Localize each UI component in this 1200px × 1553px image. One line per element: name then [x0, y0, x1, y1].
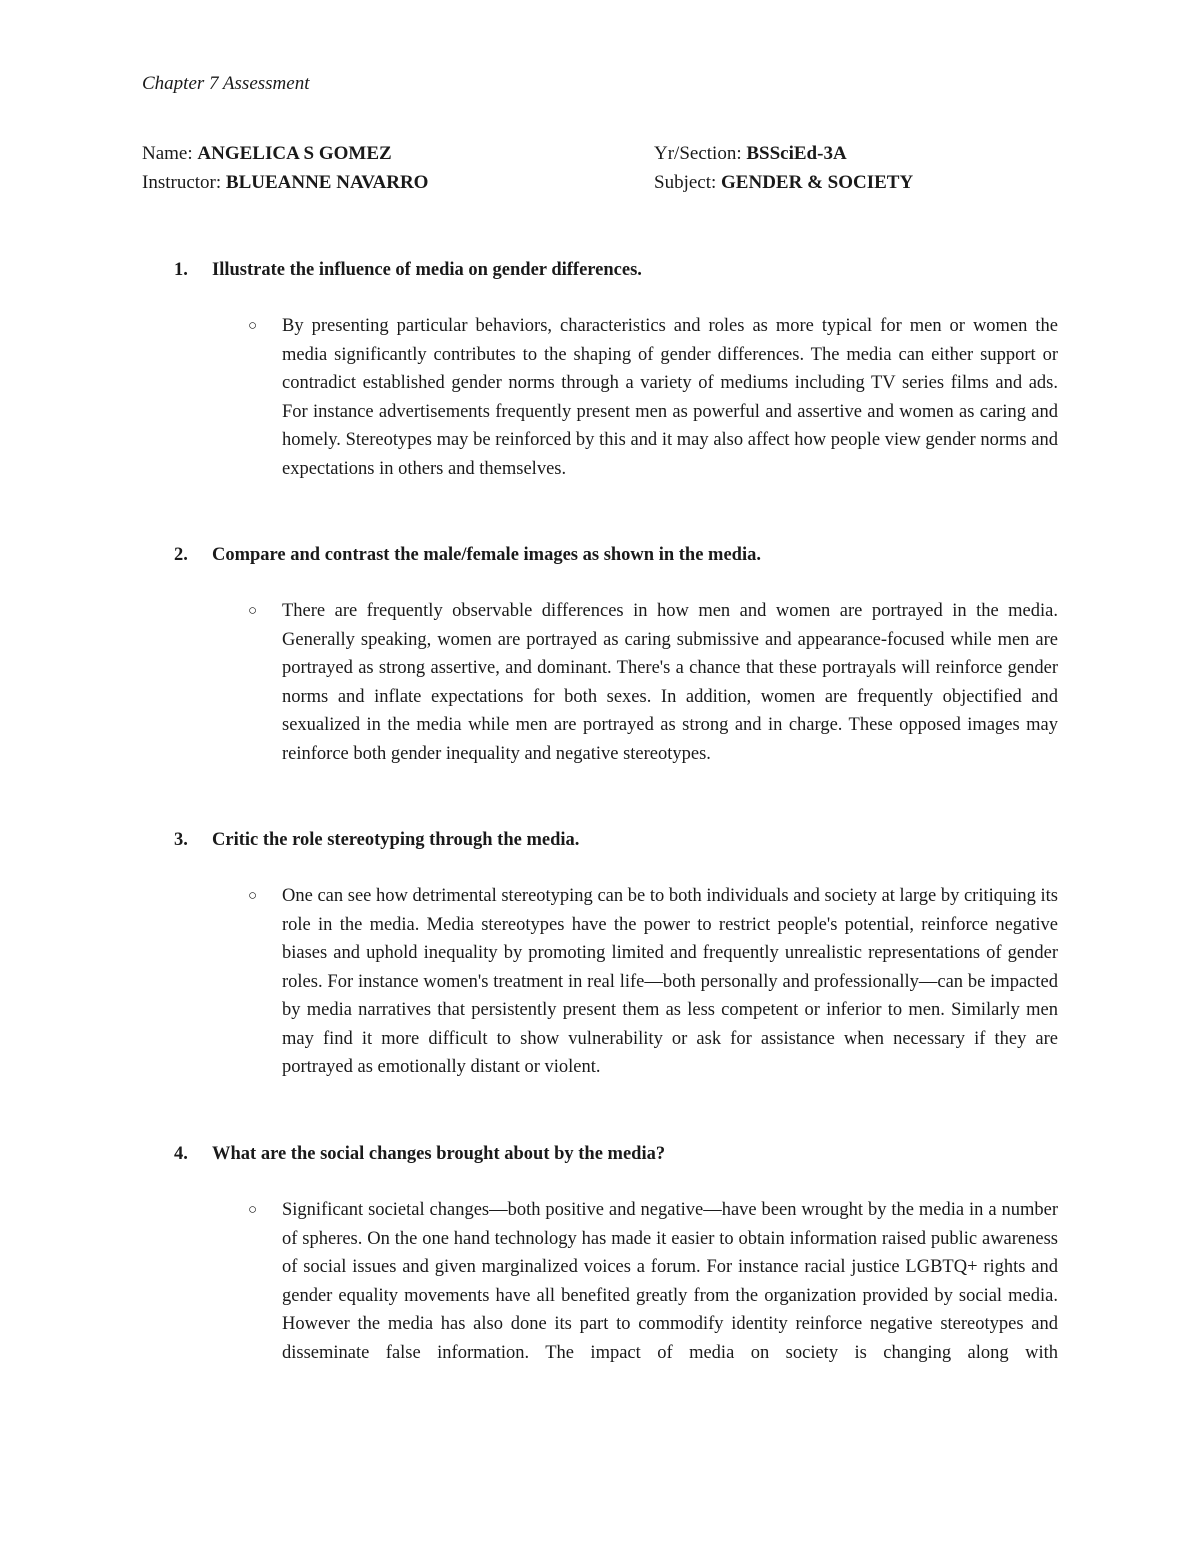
document-title: Chapter 7 Assessment: [142, 73, 310, 94]
name-value: ANGELICA S GOMEZ: [197, 143, 392, 164]
section-label: Yr/Section:: [654, 143, 747, 164]
answer-4: Significant societal changes—both positive and negative—have been wrought by the media in a number of spheres. On the one hand technology has made it easier to obtain information raised public awareness of social issues and given marginalized voices a forum. For instance racial justice LGBTQ+ rights and gender equality movements have all benefited greatly from the organization provided by social media. However the media has also done its part to commodify identity reinforce negative stereotypes and disseminate false information. The impact of media on society is changing along with: [282, 1200, 1058, 1363]
question-number: 1.: [174, 260, 188, 280]
answer-3: One can see how detrimental stereotyping can be to both individuals and society at large by critiquing its role in the media. Media stereotypes have the power to restrict people's potential, reinforce negative biases and uphold inequality by promoting limited and frequently unrealistic representations of gender roles. For instance women's treatment in real life—both personally and professionally—can be impacted by media narratives that persistently present them as less competent or inferior to men. Similarly men may find it more difficult to show vulnerability or ask for assistance when necessary if they are portrayed as emotionally distant or violent.: [282, 886, 1058, 1077]
question-text: What are the social changes brought about by the media?: [212, 1144, 666, 1164]
question-number: 2.: [174, 545, 188, 565]
answer-2: There are frequently observable differences in how men and women are portrayed in the media. Generally speaking, women are portrayed as caring submissive and appearance-focused while men are portrayed as strong assertive, and dominant. There's a chance that these portrayals will reinforce gender norms and inflate expectations for both sexes. In addition, women are frequently objectified and sexualized in the media while men are portrayed as strong and in charge. These opposed images may reinforce both gender inequality and negative stereotypes.: [282, 601, 1058, 764]
question-4: [174, 1142, 665, 1166]
subject-label: Subject:: [654, 172, 722, 193]
bullet-circle-icon: ○: [248, 1202, 258, 1218]
question-text: Illustrate the influence of media on gender differences.: [212, 260, 642, 280]
instructor-field: [142, 171, 428, 195]
bullet-circle-icon: ○: [248, 888, 258, 904]
question-2: [174, 543, 761, 567]
question-number: 3.: [174, 830, 188, 850]
question-1: [174, 258, 642, 282]
bullet-circle-icon: ○: [248, 603, 258, 619]
instructor-value: BLUEANNE NAVARRO: [225, 172, 429, 193]
answer-1: By presenting particular behaviors, characteristics and roles as more typical for men or women the media significantly contributes to the shaping of gender differences. The media can either support or contradict established gender norms through a variety of mediums including TV series films and ads. For instance advertisements frequently present men as powerful and assertive and women as caring and homely. Stereotypes may be reinforced by this and it may also affect how people view gender norms and expectations in others and themselves.: [282, 316, 1058, 479]
subject-value: GENDER & SOCIETY: [721, 172, 914, 193]
question-text: Compare and contrast the male/female images as shown in the media.: [212, 545, 761, 565]
question-3: [174, 828, 579, 852]
name-field: [142, 142, 392, 166]
subject-field: [654, 171, 913, 195]
question-text: Critic the role stereotyping through the media.: [212, 830, 580, 850]
instructor-label: Instructor:: [142, 172, 226, 193]
question-number: 4.: [174, 1144, 188, 1164]
name-label: Name:: [142, 143, 198, 164]
section-value: BSSciEd-3A: [746, 143, 847, 164]
section-field: [654, 142, 847, 166]
bullet-circle-icon: ○: [248, 318, 258, 334]
